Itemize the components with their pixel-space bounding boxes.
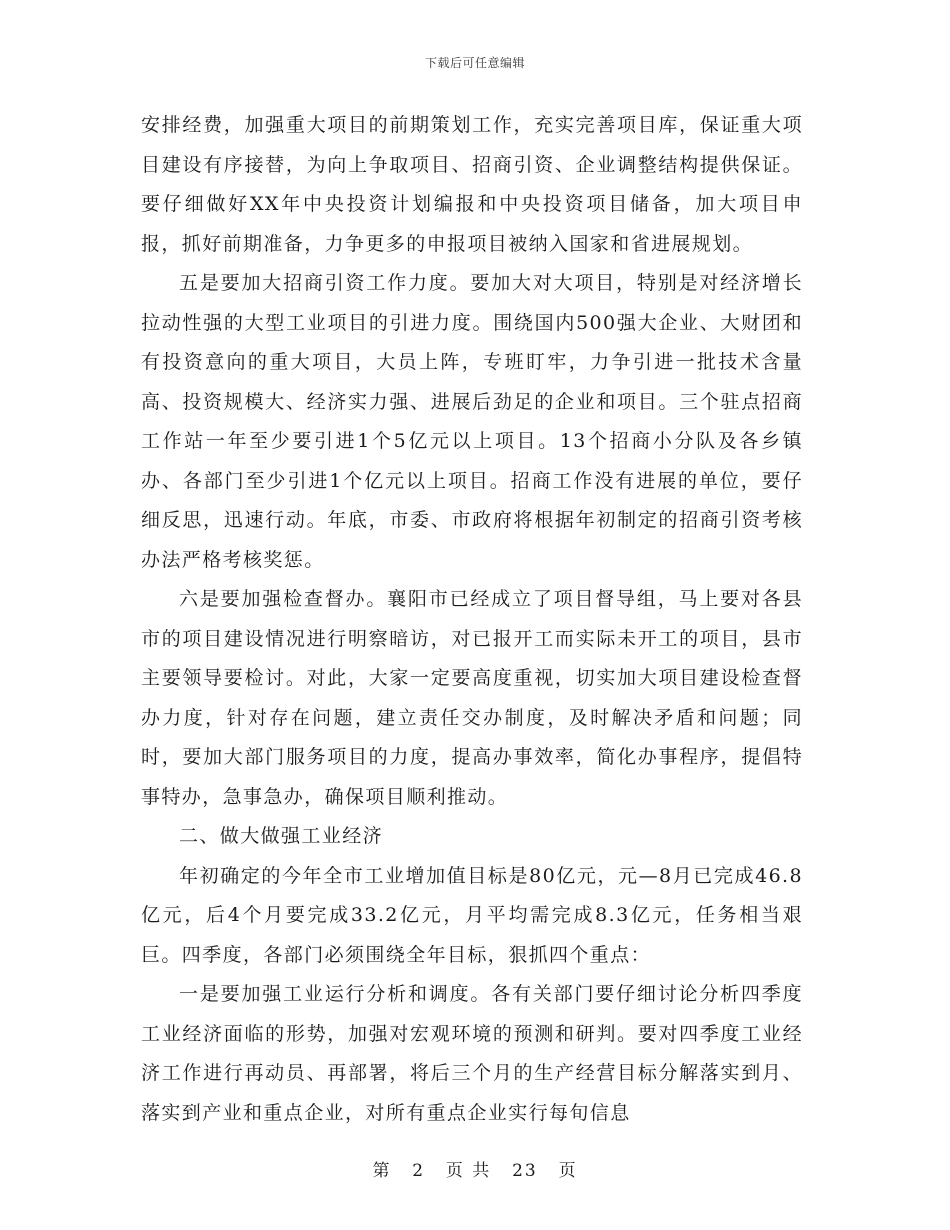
paragraph-5: 年初确定的今年全市工业增加值目标是80亿元，元—8月已完成46.8亿元，后4个月要完成33.2亿元，月平均需完成8.3亿元，任务相当艰巨。四季度，各部门必须围绕全年目标，狠抓四个重点： <box>141 864 803 966</box>
paragraph-1: 安排经费，加强重大项目的前期策划工作，充实完善项目库，保证重大项目建设有序接替，为向上争取项目、招商引资、企业调整结构提供保证。要仔细做好XX年中央投资计划编报和中央投资项目储备，加大项目申报，抓好前期准备，力争更多的申报项目被纳入国家和省进展规划。 <box>141 114 803 255</box>
paragraph-3: 六是要加强检查督办。襄阳市已经成立了项目督导组，马上要对各县市的项目建设情况进行明察暗访，对已报开工而实际未开工的项目，县市主要领导要检讨。对此，大家一定要高度重视，切实加大项目建设检查督办力度，针对存在问题，建立责任交办制度，及时解决矛盾和问题；同时，要加大部门服务项目的力度，提高办事效率，简化办事程序，提倡特事特办，急事急办，确保项目顺利推动。 <box>141 588 803 808</box>
footer-prefix: 第 <box>372 1161 392 1181</box>
footer-page-number: 2 <box>412 1161 426 1181</box>
page-footer <box>0 1156 950 1181</box>
footer-middle: 页 共 <box>445 1161 492 1181</box>
page-header: 下载后可任意编辑 <box>424 56 525 70</box>
paragraph-6: 一是要加强工业运行分析和调度。各有关部门要仔细讨论分析四季度工业经济面临的形势，加强对宏观环境的预测和研判。要对四季度工业经济工作进行再动员、再部署，将后三个月的生产经营目标分解落实到月、落实到产业和重点企业，对所有重点企业实行每旬信息 <box>141 983 803 1124</box>
document-body <box>141 106 803 1133</box>
footer-suffix: 页 <box>558 1161 578 1181</box>
section-heading: 二、做大做强工业经济 <box>179 825 384 847</box>
footer-total-pages: 23 <box>512 1161 538 1181</box>
paragraph-2: 五是要加大招商引资工作力度。要加大对大项目，特别是对经济增长拉动性强的大型工业项目的引进力度。围绕国内500强大企业、大财团和有投资意向的重大项目，大员上阵，专班盯牢，力争引进一批技术含量高、投资规模大、经济实力强、进展后劲足的企业和项目。三个驻点招商工作站一年至少要引进1个5亿元以上项目。13个招商小分队及各乡镇办、各部门至少引进1个亿元以上项目。招商工作没有进展的单位，要仔细反思，迅速行动。年底，市委、市政府将根据年初制定的招商引资考核办法严格考核奖惩。 <box>141 272 803 571</box>
